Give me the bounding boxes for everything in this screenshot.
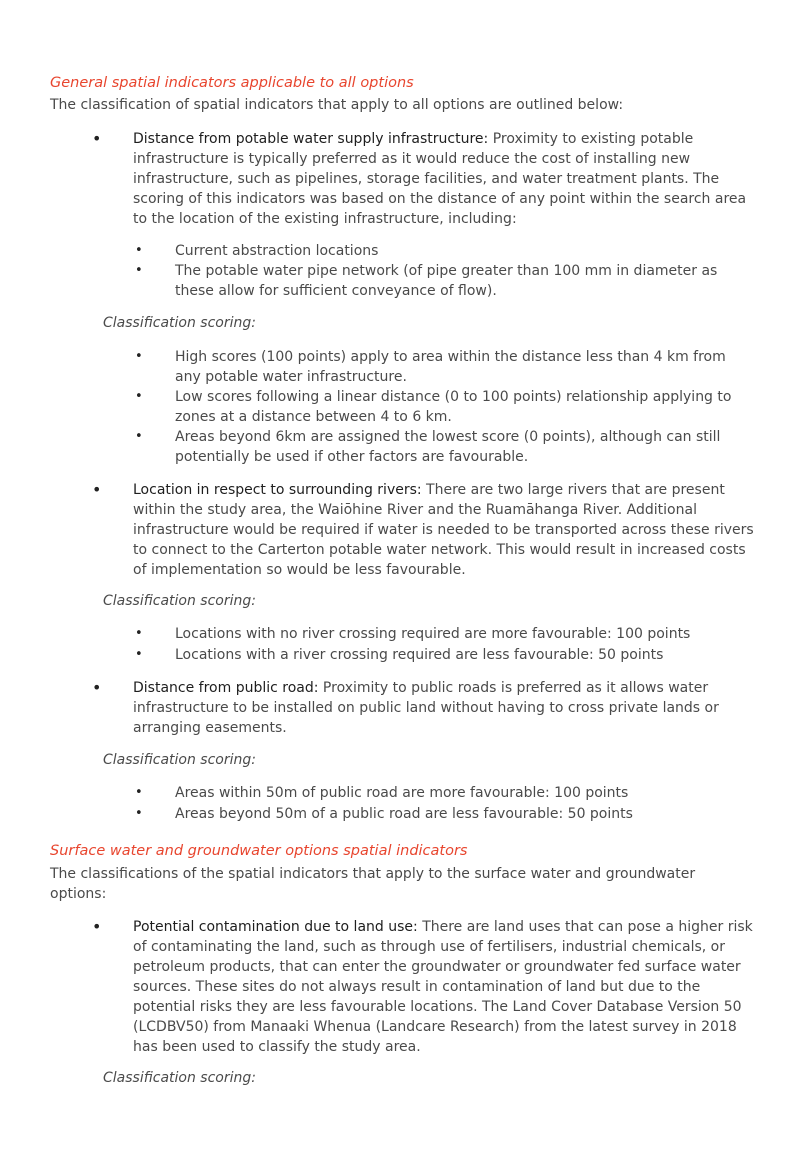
section-intro-surface-groundwater: The classifications of the spatial indicators that apply to the surface water and groundwater options:	[50, 866, 696, 902]
indicator-land-use-contamination	[92, 917, 758, 1057]
indicator-description: Proximity to existing potable infrastructure is typically preferred as it would reduce the cost of installing new infrastructure, such as pipelines, storage facilities, and water treatment plants. The scoring of this indicators was based on the distance of any point within the search area to the location of the existing infrastructure, including:	[133, 131, 747, 227]
bullet: •	[135, 429, 143, 444]
scoring-text: Areas within 50m of public road are more favourable: 100 points	[175, 785, 629, 801]
section-heading-general: General spatial indicators applicable to all options	[50, 75, 414, 91]
indicator-term: Location in respect to surrounding rivers:	[133, 482, 422, 498]
classification-scoring-label: Classification scoring:	[103, 1070, 256, 1086]
indicator-rivers	[92, 480, 758, 580]
bullet: •	[135, 806, 143, 821]
sub-list-text: Current abstraction locations	[175, 243, 379, 259]
indicator-potable-water	[92, 129, 758, 229]
scoring-text: High scores (100 points) apply to area within the distance less than 4 km from any potable water infrastructure.	[175, 349, 726, 385]
scoring-item	[135, 387, 755, 427]
indicator-description: There are two large rivers that are present within the study area, the Waiōhine River and the Ruamāhanga River. Additional infrastructure would be required if water is needed to be transported across these rivers to connect to the Carterton potable water network. This would result in increased costs of implementation so would be less favourable.	[133, 482, 754, 578]
bullet: •	[135, 626, 143, 641]
bullet: •	[92, 129, 102, 148]
scoring-item	[135, 624, 755, 644]
indicator-term: Potential contamination due to land use:	[133, 919, 418, 935]
bullet: •	[92, 917, 102, 936]
bullet: •	[135, 349, 143, 364]
sub-list-item	[135, 261, 755, 301]
section-intro-general: The classification of spatial indicators that apply to all options are outlined below:	[50, 97, 624, 113]
scoring-item	[135, 347, 755, 387]
bullet: •	[135, 389, 143, 404]
classification-scoring-label: Classification scoring:	[103, 593, 256, 609]
section-heading-surface-groundwater: Surface water and groundwater options spatial indicators	[50, 843, 468, 859]
scoring-item	[135, 645, 755, 665]
bullet: •	[135, 243, 143, 258]
indicator-term: Distance from potable water supply infrastructure:	[133, 131, 489, 147]
bullet: •	[135, 647, 143, 662]
bullet: •	[92, 480, 102, 499]
classification-scoring-label: Classification scoring:	[103, 315, 256, 331]
scoring-text: Locations with no river crossing required are more favourable: 100 points	[175, 626, 691, 642]
bullet: •	[135, 785, 143, 800]
bullet: •	[135, 263, 143, 278]
scoring-text: Low scores following a linear distance (0 to 100 points) relationship applying to zones at a distance between 4 to 6 km.	[175, 389, 732, 425]
classification-scoring-label: Classification scoring:	[103, 752, 256, 768]
scoring-text: Areas beyond 50m of a public road are less favourable: 50 points	[175, 806, 633, 822]
indicator-public-road	[92, 678, 758, 738]
sub-list-text: The potable water pipe network (of pipe greater than 100 mm in diameter as these allow for sufficient conveyance of flow).	[175, 263, 718, 299]
scoring-item	[135, 427, 755, 467]
bullet: •	[92, 678, 102, 697]
scoring-item	[135, 804, 755, 824]
indicator-term: Distance from public road:	[133, 680, 319, 696]
scoring-item	[135, 783, 755, 803]
scoring-text: Areas beyond 6km are assigned the lowest score (0 points), although can still potentially be used if other factors are favourable.	[175, 429, 721, 465]
indicator-description: There are land uses that can pose a higher risk of contaminating the land, such as through use of fertilisers, industrial chemicals, or petroleum products, that can enter the groundwater or groundwater fed surface water sources. These sites do not always result in contamination of land but due to the potential risks they are less favourable locations. The Land Cover Database Version 50 (LCDBV50) from Manaaki Whenua (Landcare Research) from the latest survey in 2018 has been used to classify the study area.	[133, 919, 753, 1055]
scoring-text: Locations with a river crossing required are less favourable: 50 points	[175, 647, 664, 663]
sub-list-item	[135, 241, 755, 261]
indicator-description: Proximity to public roads is preferred as it allows water infrastructure to be installed on public land without having to cross private lands or arranging easements.	[133, 680, 719, 736]
